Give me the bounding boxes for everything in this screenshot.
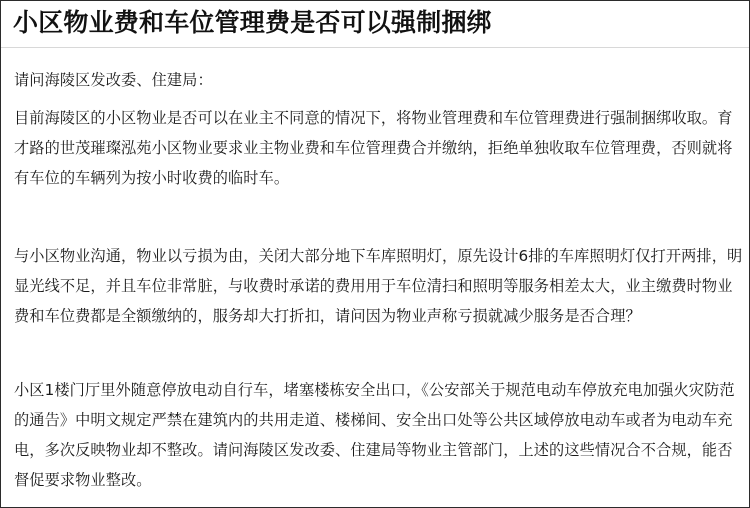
paragraph-3: 小区1楼门厅里外随意停放电动自行车，堵塞楼栋安全出口，《公安部关于规范电动车停放充电加强火灾防范的通告》中明文规定严禁在建筑内的共用走道、楼梯间、安全出口处等公共区域停放电动车或者为电动车充电，多次反映物业却不整改。请问海陵区发改委、住建局等物业主管部门，上述的这些情况合不合规，能否督促要求物业整改。	[14, 381, 735, 489]
paragraph-1: 目前海陵区的小区物业是否可以在业主不同意的情况下，将物业管理费和车位管理费进行强制捆绑收取。育才路的世茂璀璨泓苑小区物业要求业主物业费和车位管理费合并缴纳，拒绝单独收取车位管理费，否则就将有车位的车辆列为按小时收费的临时车。	[14, 109, 733, 187]
salutation: 请问海陵区发改委、住建局：	[14, 71, 213, 89]
page-title: 小区物业费和车位管理费是否可以强制捆绑	[13, 8, 492, 37]
paragraph-2: 与小区物业沟通，物业以亏损为由，关闭大部分地下车库照明灯，原先设计6排的车库照明灯仅打开两排，明显光线不足，并且车位非常脏，与收费时承诺的费用用于车位清扫和照明等服务相差太大，业主缴费时物业费和车位费都是全额缴纳的，服务却大打折扣，请问因为物业声称亏损就减少服务是否合理？	[14, 247, 743, 325]
title-divider	[1, 47, 749, 48]
